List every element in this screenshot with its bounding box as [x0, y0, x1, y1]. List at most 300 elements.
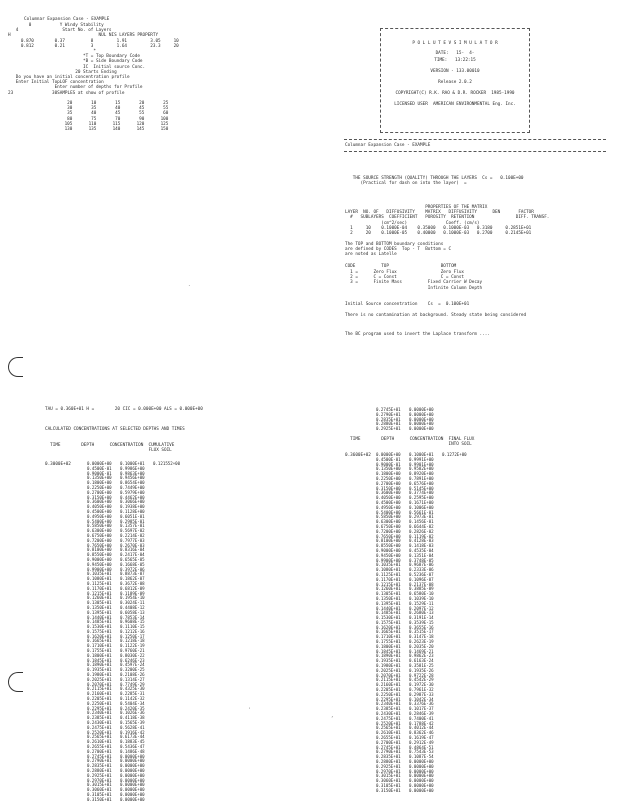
table-cell: 0.2417E-04 [120, 552, 145, 558]
initial-source: Initial Source concentration Cs = 0.100E+01 [345, 302, 470, 307]
table-cell: 0.1529E-11 [409, 600, 434, 606]
table-cell: 0.8654E+00 [120, 480, 145, 486]
table-cell: 0.1916E-42 [120, 729, 145, 735]
table-cell: 0.2880E+01 [376, 421, 401, 427]
table-cell: 0.3600E+00 [87, 499, 112, 505]
table-cell: 0.6750E+00 [376, 523, 401, 529]
depth-grid-cell: 15 [110, 101, 121, 106]
table-cell: 0.1935E+01 [376, 658, 401, 664]
depth-grid-cell: 40 [110, 106, 121, 112]
depth-grid-cell: 35 [62, 111, 73, 117]
table-cell: 0.1110E-15 [120, 624, 145, 630]
table-cell: 0.1260E+01 [376, 586, 401, 592]
table-cell: 0.2250E+01 [376, 691, 401, 697]
table-cell: 0.1671E+00 [409, 499, 434, 505]
table-cell: 0.3885E-09 [409, 586, 434, 592]
table-cell: 0.1395E+01 [376, 600, 401, 606]
table-cell: 0.2595E+00 [409, 495, 434, 501]
right-first-time: 0.3600E+02 [345, 453, 371, 458]
depth-grid-cell: 60 [158, 111, 169, 117]
table-cell: 0.2295E+01 [87, 705, 112, 711]
table-cell: 0.0000E+00 [409, 787, 434, 793]
table-cell: 0.2565E+01 [376, 725, 401, 731]
table-cell: 0.2835E+01 [376, 416, 401, 422]
right-pre-rows [376, 408, 442, 432]
properties-header: PROPERTIES OF THE MATRIX LAYER NO. OF DIFFUSIVITY MATRIX DIFFUSIVITY DEN FACTOR # SUBLAYERS COEFFICIENT POROSITY RETENTION DIFF. TRANSF. (cm^2/sec) Coeff. (cm/s) [345, 205, 550, 226]
table-cell: 0.6163E-24 [409, 658, 434, 664]
tl-line: IC Initial source Conc. [8, 64, 146, 70]
table-cell: 0.2430E+01 [376, 711, 401, 717]
table-cell: 0.2790E+01 [376, 749, 401, 755]
code-row: 3 = Finite Mass Fixed Carrier W Decay [345, 280, 483, 286]
table-cell: 0.3655E-16 [409, 624, 434, 630]
table-cell: 0.7449E+00 [120, 484, 145, 490]
table-cell: 0.1800E+00 [87, 480, 112, 486]
table-cell: 0.3972E-06 [120, 566, 145, 572]
table-cell: 0.1351E-04 [409, 552, 434, 558]
table-cell: 0.4012E-44 [409, 725, 434, 731]
table-cell: 0.4128E-03 [409, 538, 434, 544]
table-cell: 0.1665E+01 [87, 638, 112, 644]
table-cell: 0.3105E+01 [87, 791, 112, 797]
table-cell: 0.3015E+01 [376, 773, 401, 779]
depth-grid-cell: 55 [134, 111, 145, 117]
table-cell: 0.2925E+01 [87, 772, 112, 778]
table-cell: 0.9000E-01 [376, 461, 401, 467]
table-cell: 0.1665E+01 [376, 629, 401, 635]
table-cell: 0.1260E+01 [87, 595, 112, 601]
table-cell: 0.1935E+01 [87, 667, 112, 673]
table-cell: 0.1530E+01 [376, 615, 401, 621]
table-cell: 0.1954E-10 [120, 595, 145, 601]
table-cell: 0.2520E+01 [376, 720, 401, 726]
table-cell: 0.7650E+00 [87, 542, 112, 548]
table-cell: 0.0000E+00 [409, 411, 434, 417]
table-cell: 0.9900E+00 [376, 557, 401, 563]
table-cell: 0.7400E-41 [409, 715, 434, 721]
table-cell: 0.1215E+01 [376, 581, 401, 587]
table-cell: 0.1800E+01 [87, 652, 112, 658]
table-cell: 0.2520E+01 [87, 729, 112, 735]
table-cell: 0.5404E-34 [120, 700, 145, 706]
table-cell: 0.3600E+00 [376, 490, 401, 496]
table-cell: 0.0000E+00 [120, 791, 145, 797]
table-cell: 0.0000E+00 [409, 426, 434, 432]
table-cell: 0.2670E-03 [120, 542, 145, 548]
table-cell: 0.2340E+01 [87, 710, 112, 716]
depth-grid-cell: 40 [86, 111, 97, 117]
depth-grid-cell: 35 [86, 106, 97, 112]
table-cell: 0.9986E+00 [120, 465, 145, 471]
table-cell: 0.1080E+01 [87, 576, 112, 582]
table-cell: 0.8550E+00 [87, 552, 112, 558]
depth-grid-cell: 115 [110, 121, 121, 127]
table-cell: 0.1305E+01 [376, 591, 401, 597]
table-cell: 0.1026E-36 [120, 710, 145, 716]
depth-grid-cell: 20 [62, 101, 73, 106]
table-cell: 0.1972E-30 [409, 682, 434, 688]
table-cell: 0.5697E-02 [120, 528, 145, 534]
stray-mark: ' [248, 707, 251, 712]
table-cell: 0.121552+00 [153, 461, 181, 466]
table-cell: 0.1170E+01 [376, 576, 401, 582]
table-cell: 0.4950E+00 [376, 504, 401, 510]
table-cell: 0.2655E+01 [87, 744, 112, 750]
table-cell: 0.6644E-02 [409, 523, 434, 529]
tl-line: H NUL NIS LAYERS PROPERTY [8, 33, 159, 39]
table-cell: 0.3539E-15 [409, 619, 434, 625]
table-cell: 0.1890E+01 [376, 653, 401, 659]
table-cell: 0.2385E+01 [87, 715, 112, 721]
depth-grid-cell: 10 [86, 101, 97, 106]
table-cell: 0.4050E+00 [376, 495, 401, 501]
table-cell: 0.2420E-35 [120, 705, 145, 711]
table-cell: 0.6576E+00 [409, 480, 434, 486]
tl-line: 0.812 0.21 3 1.64 23.3 20 [8, 43, 179, 49]
table-cell: 0.2987E-33 [409, 691, 434, 697]
table-cell: 0.1619E-47 [409, 735, 434, 741]
table-cell: 0.1890E+01 [87, 662, 112, 668]
table-cell: 0.0000E+00 [120, 787, 145, 793]
table-cell: 0.4408E-12 [120, 604, 145, 610]
table-cell: 0.0000E+00 [376, 452, 401, 457]
properties-rows [345, 226, 531, 236]
depth-grid-cell: 120 [134, 121, 145, 127]
calc-title: CALCULATED CONCENTRATIONS AT SELECTED DEPTHS AND TIMES [45, 427, 185, 432]
depth-grid-cell: 145 [134, 127, 145, 133]
table-cell: 0.1710E+01 [376, 634, 401, 640]
table-cell: 0.1017E-37 [409, 706, 434, 712]
table-cell: 0.1395E+01 [87, 609, 112, 615]
table-cell: 0.4500E+00 [376, 499, 401, 505]
table-cell: 0.1668E-05 [120, 561, 145, 567]
table-cell: 0.3748E-05 [409, 557, 434, 563]
tl-line: Enter Initial TopLOF concentration [8, 80, 104, 86]
table-cell: 0.4500E+00 [87, 508, 112, 514]
table-cell: 0.5850E+00 [376, 514, 401, 520]
table-cell: 0.1575E+01 [87, 628, 112, 634]
punch-hole-top [8, 357, 23, 377]
table-cell: 0.3200E-25 [120, 667, 145, 673]
table-cell: 0.9991E+00 [409, 456, 434, 462]
table-cell: 0.4462E+00 [120, 494, 145, 500]
table-cell: 0.1350E+01 [376, 595, 401, 601]
tl-line: *B = Side Boundary Code [8, 59, 143, 65]
table-cell: 0.7977E-03 [120, 537, 145, 543]
table-cell: 0.5661E-01 [409, 509, 434, 515]
table-cell: 0.7200E+00 [376, 528, 401, 534]
table-cell: 0.7650E+00 [376, 533, 401, 539]
table-cell: 0.1755E+01 [376, 639, 401, 645]
table-cell: 0.9900E+00 [87, 566, 112, 572]
table-cell: 0.2655E+01 [376, 735, 401, 741]
table-cell: 0.0000E+00 [409, 416, 434, 422]
tl-line: 0 Y Windy Stability [8, 23, 104, 28]
table-cell: 0.2025E+01 [87, 676, 112, 682]
run-time: TIME: 13:22:15 [434, 58, 476, 63]
divider-bottom [344, 151, 606, 152]
stray-mark: . [188, 282, 191, 287]
table-cell: 0.9608E-15 [120, 619, 145, 625]
table-cell: 0.1800E+01 [376, 643, 401, 649]
stray-mark: , [331, 713, 334, 718]
depth-grid-cell: 75 [86, 116, 97, 122]
table-cell: 0.2700E+01 [87, 748, 112, 754]
licensed-user: LICENSED USER AMERICAN ENVIRONMENTAL Eng. Inc. [394, 102, 516, 107]
table-cell: 0.2880E+01 [87, 768, 112, 773]
table-cell: 0.1800E+00 [376, 471, 401, 477]
tl-grid [62, 101, 182, 132]
depth-grid-cell: 140 [110, 127, 121, 133]
table-cell: 0.1035E+01 [376, 562, 401, 568]
table-cell: 0.1486E-48 [120, 748, 145, 754]
table-cell: 0.8316E-04 [120, 547, 145, 553]
table-cell: 0.1755E+01 [87, 648, 112, 654]
table-cell: 0.3024E-11 [120, 600, 145, 606]
table-cell: 0.6173E-44 [120, 734, 145, 740]
table-cell: 0.3150E+01 [87, 796, 112, 802]
table-cell: 0.5850E+00 [87, 523, 112, 529]
table-cell: 0.1456E-01 [409, 519, 434, 525]
table-cell: 0.8550E+00 [376, 543, 401, 549]
table-cell: 0.0000E+00 [409, 768, 434, 774]
table-cell: 0.8920E+00 [409, 471, 434, 477]
table-cell: 0.4118E-38 [120, 715, 145, 721]
table-cell: 0.4597E-24 [120, 662, 145, 668]
table-cell: 0.8873E-07 [120, 571, 145, 577]
left-first-time: 0.3000E+02 [45, 462, 71, 467]
table-cell: 0.1087E-54 [409, 754, 434, 760]
table-cell: 0.0000E+00 [120, 753, 145, 759]
table-cell: 0.1035E+01 [87, 571, 112, 577]
table-cell: 0.1575E+01 [376, 619, 401, 625]
table-cell: 0.2475E+01 [87, 724, 112, 730]
table-cell: 0.1357E-01 [120, 523, 145, 529]
table-cell: 0.1006E+00 [409, 504, 434, 510]
table-cell: 0.0000E+00 [120, 768, 145, 773]
table-cell: 0.2700E+01 [376, 739, 401, 745]
table-cell: 0.9450E+00 [87, 561, 112, 567]
table-cell: 0.1440E+01 [87, 614, 112, 620]
table-cell: 0.2025E+01 [376, 667, 401, 673]
tl-lines [8, 23, 179, 96]
table-cell: 0.1250E-17 [120, 633, 145, 639]
table-cell: 0.1218E-18 [120, 638, 145, 644]
table-cell: 0.6565E-05 [120, 556, 145, 562]
table-cell: 0.9863E+00 [120, 470, 145, 476]
table-cell: 0.1189E-09 [120, 590, 145, 596]
table-cell: 0.1305E+01 [87, 600, 112, 606]
table-cell: 0.6246E-23 [120, 657, 145, 663]
table-cell: 0.2137E-08 [409, 581, 434, 587]
table-cell: 0.8362E-46 [409, 730, 434, 736]
table-cell: 0.6300E+00 [376, 519, 401, 525]
tl-line: *T = Top Boundary Code [8, 54, 140, 60]
table-cell: 0.1142E-32 [120, 696, 145, 702]
table-cell: 0.3515E-17 [409, 629, 434, 635]
table-cell: 0.2115E+01 [376, 677, 401, 683]
table-cell: 0.0000E+00 [409, 778, 434, 784]
table-cell: 0.1788E-42 [409, 720, 434, 726]
table-cell: 0.9687E-06 [409, 562, 434, 568]
table-cell: 0.2790E+01 [376, 411, 401, 417]
table-cell: 0.2826E-02 [409, 528, 434, 534]
table-cell: 0.2835E+01 [376, 754, 401, 760]
table-cell: 0.1862E-07 [120, 576, 145, 582]
table-cell: 0.2070E+01 [376, 672, 401, 678]
left-table-header: TIME DEPTH CONCENTRATION CUMULATIVE FLUX SOIL [50, 443, 175, 454]
table-cell: 0.2385E+01 [376, 706, 401, 712]
table-cell: 0.2205E+01 [376, 687, 401, 693]
table-cell: 0.5145E+00 [409, 485, 434, 491]
depth-grid-cell: 20 [134, 101, 145, 106]
tl-line: Enter number of depths for Profile [8, 85, 143, 91]
table-cell: 0.1039E-10 [409, 595, 434, 601]
table-cell: 0.8100E+00 [87, 547, 112, 553]
table-cell: 0.8100E+00 [376, 538, 401, 544]
table-cell: 0.0000E+00 [120, 796, 145, 802]
boundary-text: The TOP and BOTTOM boundary conditions are defined by CODES Top - T Bottom = C are noted as Latelle [345, 242, 452, 258]
table-cell: 0.3774E+00 [409, 490, 434, 496]
program-version: VERSION - 133.00010 [430, 69, 480, 74]
table-cell: 0.6058E-13 [120, 609, 145, 615]
depth-grid-cell: 125 [158, 121, 169, 127]
table-cell: 0.0000E+00 [409, 759, 434, 764]
table-cell: 0.1119E-02 [409, 533, 434, 539]
table-cell: 0.0000E+00 [409, 407, 434, 412]
tl-line: 20 Starts Ending [8, 69, 117, 75]
table-row [376, 789, 475, 794]
table-cell: 0.0000E+00 [120, 758, 145, 764]
depth-grid-cell: 105 [62, 121, 73, 127]
divider-top [344, 139, 606, 140]
table-cell: 0.1938E+00 [120, 504, 145, 510]
table-cell: 0.2115E+01 [87, 686, 112, 692]
table-cell: 0.2790E+01 [87, 758, 112, 764]
table-cell: 0.0000E+00 [120, 782, 145, 788]
table-cell: 0.1440E+01 [376, 605, 401, 611]
table-cell: 0.4542E-29 [409, 677, 434, 683]
table-cell: 0.1883E-45 [120, 739, 145, 745]
table-cell: 0.2925E+01 [376, 763, 401, 769]
table-cell: 0.3150E+00 [376, 485, 401, 491]
depth-grid-cell: 130 [62, 127, 73, 133]
table-cell: 0.2250E+01 [87, 700, 112, 706]
table-cell: 0.2846E-39 [409, 711, 434, 717]
table-cell: 0.2070E+01 [87, 681, 112, 687]
table-cell: 0.2835E+01 [87, 763, 112, 769]
depth-grid-cell: 30 [62, 106, 73, 112]
table-cell: 0.1845E+01 [87, 657, 112, 663]
table-cell: 0.4500E-01 [376, 456, 401, 462]
table-cell: 0.7961E-32 [409, 687, 434, 693]
table-cell: 0.8030E-22 [120, 652, 145, 658]
table-cell: 0.2214E-02 [120, 532, 145, 538]
table-cell: 0.2250E+00 [87, 484, 112, 490]
tl-line: 4 Start No. of Layers [8, 28, 112, 34]
table-cell: 0.4325E-30 [120, 686, 145, 692]
depth-grid-cell: 55 [158, 106, 169, 112]
table-cell: 0.1710E+01 [87, 643, 112, 649]
codes-list [345, 270, 482, 291]
code-row: 2 = C = Const C = Const [345, 275, 464, 281]
table-cell: 0.9722E-28 [409, 672, 434, 678]
tl-line: * [8, 49, 96, 55]
table-cell: 0.2970E+01 [376, 768, 401, 774]
table-cell: 0.5400E+00 [87, 518, 112, 524]
table-cell: 0.2205E+01 [87, 696, 112, 702]
table-cell: 0.9862E-23 [409, 653, 434, 659]
depth-grid-cell: 25 [158, 101, 169, 106]
table-cell: 0.2108E-26 [120, 672, 145, 678]
table-cell: 0.2985E-01 [120, 518, 145, 524]
table-cell: 0.3105E+01 [376, 782, 401, 788]
table-cell: 0.7749E-29 [120, 681, 145, 687]
table-cell: 0.1935E-26 [409, 667, 434, 673]
copyright-line: COPYRIGHT(C) R.K. RAO & D.R. ROCKER 1985-1990 [395, 91, 515, 96]
depth-grid-cell: 45 [134, 106, 145, 112]
table-cell: 0.3150E+00 [87, 494, 112, 500]
table-cell: 0.1980E+01 [87, 672, 112, 678]
table-cell: 0.4950E+00 [87, 513, 112, 519]
table-cell: 0.5628E-41 [120, 724, 145, 730]
table-cell: 0.2475E+01 [376, 715, 401, 721]
table-cell: 0.7853E-14 [120, 614, 145, 620]
table-cell: 0.5400E+00 [376, 509, 401, 515]
tau-line: TAU = 0.360E+01 H = 20 CIC = 0.000E+00 ALS = 0.000E+00 [45, 407, 203, 412]
table-cell: 0.3672E-08 [120, 580, 145, 586]
tl-line: 0.870 0.37 8 1.91 3.05 10 [8, 38, 179, 44]
table-cell: 0.3376E-36 [409, 701, 434, 707]
table-cell: 0.6300E+00 [87, 528, 112, 534]
table-cell: 0.1096E-07 [409, 576, 434, 582]
table-cell: 0.2333E-06 [409, 567, 434, 573]
codes-header: CODE TOP BOTTOM [345, 264, 457, 269]
table-cell: 0.4050E+00 [87, 504, 112, 510]
table-cell: 0.2680E-13 [409, 610, 434, 616]
table-row [87, 798, 186, 803]
tl-title: Columnar Expansion Case - EXAMPLE [24, 17, 110, 22]
table-cell: 0.1418E-03 [409, 543, 434, 549]
table-cell: 0.1314E-27 [120, 676, 145, 682]
table-cell: 0.1080E+01 [376, 567, 401, 573]
depth-grid-cell: 70 [110, 116, 121, 122]
table-cell: 0.9000E+00 [376, 547, 401, 553]
table-cell: 0.0000E+00 [120, 777, 145, 783]
table-cell: 0.1485E+01 [376, 610, 401, 616]
table-cell: 0.2340E+01 [376, 701, 401, 707]
table-cell: 0.1212E-16 [120, 628, 145, 634]
table-cell: 0.3191E-14 [409, 615, 434, 621]
depth-grid-cell: 135 [86, 127, 97, 133]
table-cell: 0.4864E-51 [409, 744, 434, 750]
tl-line: 23 30SAMPLES at show of profile [8, 90, 125, 96]
table-cell: 0.4500E-01 [87, 465, 112, 471]
table-cell: 0.2880E+01 [376, 759, 401, 764]
table-cell: 0.2973E-01 [409, 514, 434, 520]
table-cell: 0.3060E+01 [376, 778, 401, 784]
table-cell: 0.1620E+01 [376, 624, 401, 630]
table-cell: 0.2285E-31 [120, 691, 145, 697]
table-cell: 0.0000E+00 [409, 763, 434, 769]
table-cell: 0.5436E-47 [120, 744, 145, 750]
table-cell: 0.4535E-04 [409, 547, 434, 553]
depth-grid-cell: 80 [62, 116, 73, 122]
table-cell: 0.2160E+01 [376, 682, 401, 688]
table-cell: 0.5979E+00 [120, 489, 145, 495]
table-cell: 0.2745E+01 [376, 407, 401, 412]
right-table-header: TIME DEPTH CONCENTRATION FINAL FLUX INTO SOIL [350, 437, 475, 448]
